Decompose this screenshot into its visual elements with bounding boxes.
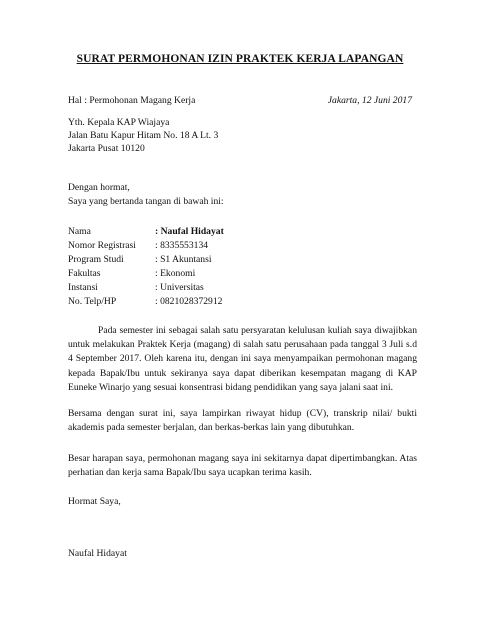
field-label: No. Telp/HP	[68, 296, 117, 307]
body-paragraph-2: Bersama dengan surat ini, saya lampirkan riwayat hidup (CV), transkrip nilai/ bukti akademis pada semester berjalan, dan berkas-berkas lain yang dibutuhkan.	[68, 408, 417, 434]
field-value: : Naufal Hidayat	[155, 226, 224, 237]
field-value: : 8335553134	[155, 240, 209, 251]
field-label: Nama	[68, 226, 91, 237]
body-paragraph-3: Besar harapan saya, permohonan magang saya ini sekitarnya dapat dipertimbangkan. Atas perhatian dan kerja sama Bapak/Ibu saya ucapkan terima kasih.	[68, 453, 417, 479]
closing: Hormat Saya,	[68, 496, 121, 507]
place-date: Jakarta, 12 Juni 2017	[327, 95, 412, 106]
recipient-line-1: Yth. Kepala KAP Wiajaya	[68, 117, 170, 128]
greeting: Dengan hormat,	[68, 182, 130, 193]
field-value: : 0821028372912	[155, 296, 223, 307]
signature-name: Naufal Hidayat	[68, 548, 127, 559]
field-value: : Ekonomi	[155, 268, 196, 279]
body-paragraph-1: Pada semester ini sebagai salah satu persyaratan kelulusan kuliah saya diwajibkan untuk melakukan Praktek Kerja (magang) di salah satu perusahaan pada tanggal 3 Juli s.d 4 September 2017. Oleh karena itu, dengan ini saya menyampaikan permohonan magang kepada Bapak/Ibu untuk sekiranya saya dapat diberikan kesempatan magang di KAP Euneke Winarjo yang sesuai konsentrasi bidang pendidikan yang saya jalani saat ini.	[68, 325, 417, 393]
recipient-line-2: Jalan Batu Kapur Hitam No. 18 A Lt. 3	[68, 130, 219, 141]
recipient-line-3: Jakarta Pusat 10120	[68, 143, 145, 154]
field-value: : Universitas	[155, 282, 204, 293]
field-value: : S1 Akuntansi	[155, 254, 212, 265]
field-label: Fakultas	[68, 268, 101, 279]
intro-text: Saya yang bertanda tangan di bawah ini:	[68, 196, 224, 207]
field-label: Program Studi	[68, 254, 124, 265]
subject-line: Hal : Permohonan Magang Kerja	[68, 95, 196, 106]
field-label: Instansi	[68, 282, 98, 293]
field-label: Nomor Registrasi	[68, 240, 136, 251]
letter-title: SURAT PERMOHONAN IZIN PRAKTEK KERJA LAPANGAN	[76, 53, 404, 65]
